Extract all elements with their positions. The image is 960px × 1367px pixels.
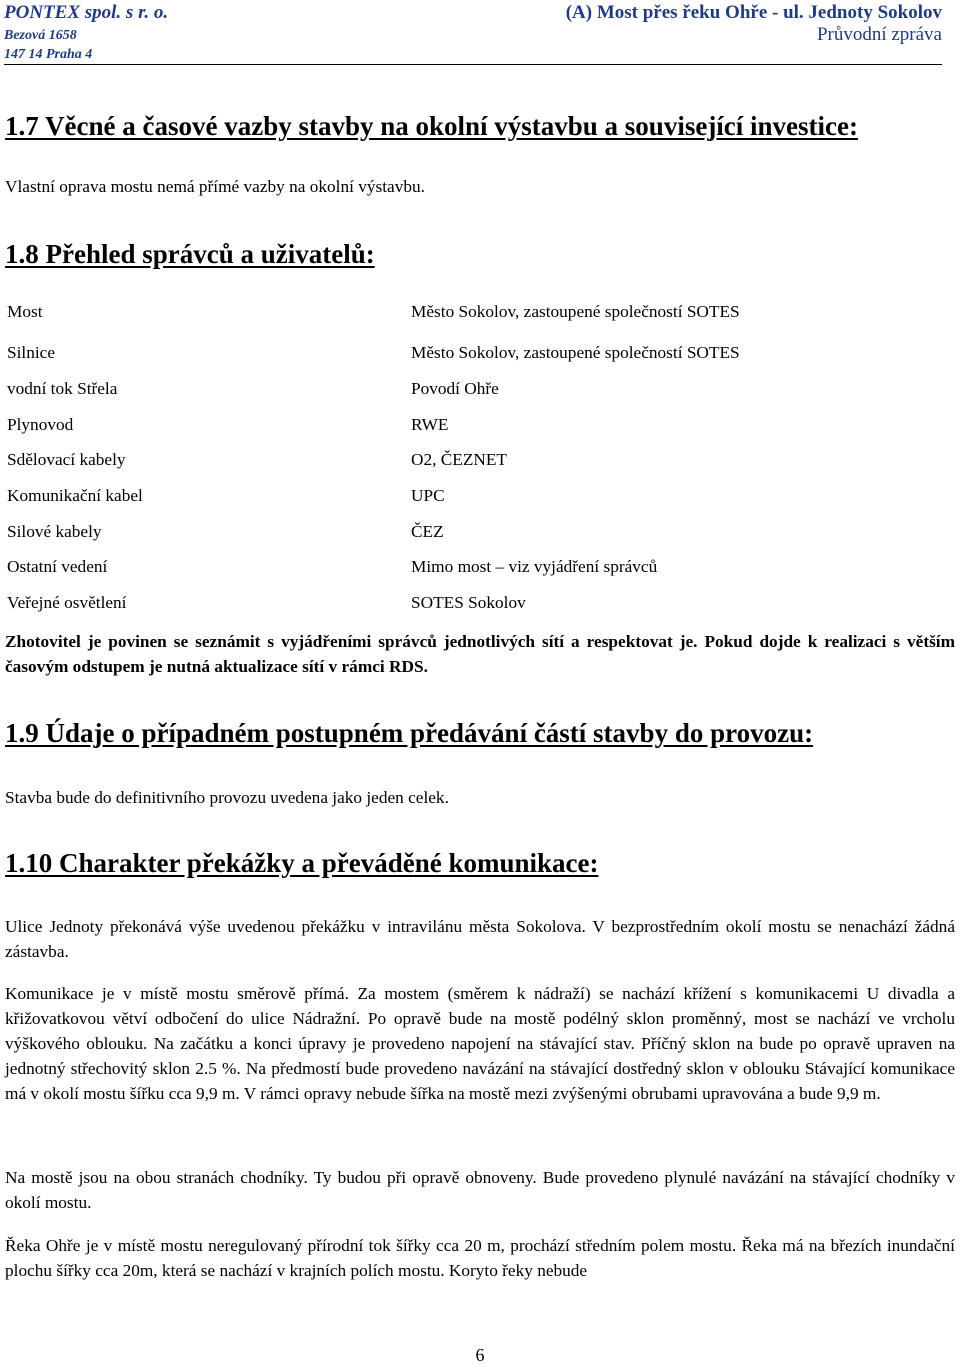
section-1-10-paragraph-3: Na mostě jsou na obou stranách chodníky. Ty budou při opravě obnoveny. Bude provedeno plynulé navázání na stávající chodníky v okolí mostu. [5,1168,955,1212]
row-value: UPC [411,486,445,505]
row-label: Ostatní vedení [7,557,108,576]
section-1-10-title: 1.10 Charakter překážky a převáděné komunikace: [5,848,599,878]
row-label: Komunikační kabel [7,486,143,505]
table-row [7,302,947,326]
table-row [7,557,947,581]
section-1-8-note: Zhotovitel je povinen se seznámit s vyjádřeními správců jednotlivých sítí a respektovat je. Pokud dojde k realizaci s větším časovým odstupem je nutná aktualizace sítí v rámci RDS. [5,632,955,676]
row-value: Město Sokolov, zastoupené společností SOTES [411,302,740,321]
table-row [7,486,947,510]
row-value: O2, ČEZNET [411,450,507,469]
document-type: Průvodní zpráva [816,24,942,45]
row-label: Silnice [7,343,55,362]
page-header [4,0,942,65]
section-1-9-text: Stavba bude do definitivního provozu uvedena jako jeden celek. [5,788,449,807]
row-value: Povodí Ohře [411,379,499,398]
row-label: Most [7,302,43,321]
row-value: Město Sokolov, zastoupené společností SOTES [411,343,740,362]
company-city: 147 14 Praha 4 [4,47,93,62]
section-1-7-title: 1.7 Věcné a časové vazby stavby na okolní výstavbu a související investice: [5,111,859,141]
table-row [7,415,947,439]
company-name: PONTEX spol. s r. o. [4,2,169,23]
company-street: Bezová 1658 [4,28,77,43]
table-row [7,343,947,367]
table-row [7,593,947,617]
row-label: Plynovod [7,415,74,434]
table-row [7,522,947,546]
table-row [7,379,947,403]
section-1-10-paragraph-4: Řeka Ohře je v místě mostu neregulovaný přírodní tok šířky cca 20 m, prochází středním polem mostu. Řeka má na březích inundační plochu šířky cca 20m, která se nachází v krajních polích mostu. Koryto řeky nebude [5,1236,955,1280]
page-number: 6 [475,1345,485,1365]
section-1-9-title: 1.9 Údaje o případném postupném předávání částí stavby do provozu: [5,718,814,748]
table-row [7,450,947,474]
row-label: Veřejné osvětlení [7,593,127,612]
row-value: RWE [411,415,449,434]
section-1-10-paragraph-2: Komunikace je v místě mostu směrově přímá. Za mostem (směrem k nádraží) se nachází křížení s komunikacemi U divadla a křižovatkovou větví odbočení do ulice Nádražní. Po opravě bude na mostě podélný sklon proměnný, most se nachází ve vrcholu výškového oblouku. Na začátku a konci úpravy je provedeno napojení na stávající stav. Příčný sklon na bude po opravě upraven na jednotný střechovitý sklon 2.5 %. Na předmostí bude provedeno navázání na stávající dostředný sklon v oblouku Stávající komunikace má v okolí mostu šířku cca 9,9 m. V rámci opravy nebude šířka na mostě mezi zvýšenými obrubami upravována a bude 9,9 m. [5,984,955,1103]
section-1-8-title: 1.8 Přehled správců a uživatelů: [5,239,375,269]
row-value: SOTES Sokolov [411,593,526,612]
row-value: ČEZ [411,522,444,541]
row-label: Sdělovací kabely [7,450,126,469]
project-title: (A) Most přes řeku Ohře - ul. Jednoty Sokolov [565,2,942,23]
row-value: Mimo most – viz vyjádření správců [411,557,658,576]
row-label: Silové kabely [7,522,102,541]
section-1-7-text: Vlastní oprava mostu nemá přímé vazby na okolní výstavbu. [5,177,425,196]
row-label: vodní tok Střela [7,379,118,398]
section-1-10-paragraph-1: Ulice Jednoty překonává výše uvedenou překážku v intravilánu města Sokolova. V bezprostředním okolí mostu se nenachází žádná zástavba. [5,917,955,961]
